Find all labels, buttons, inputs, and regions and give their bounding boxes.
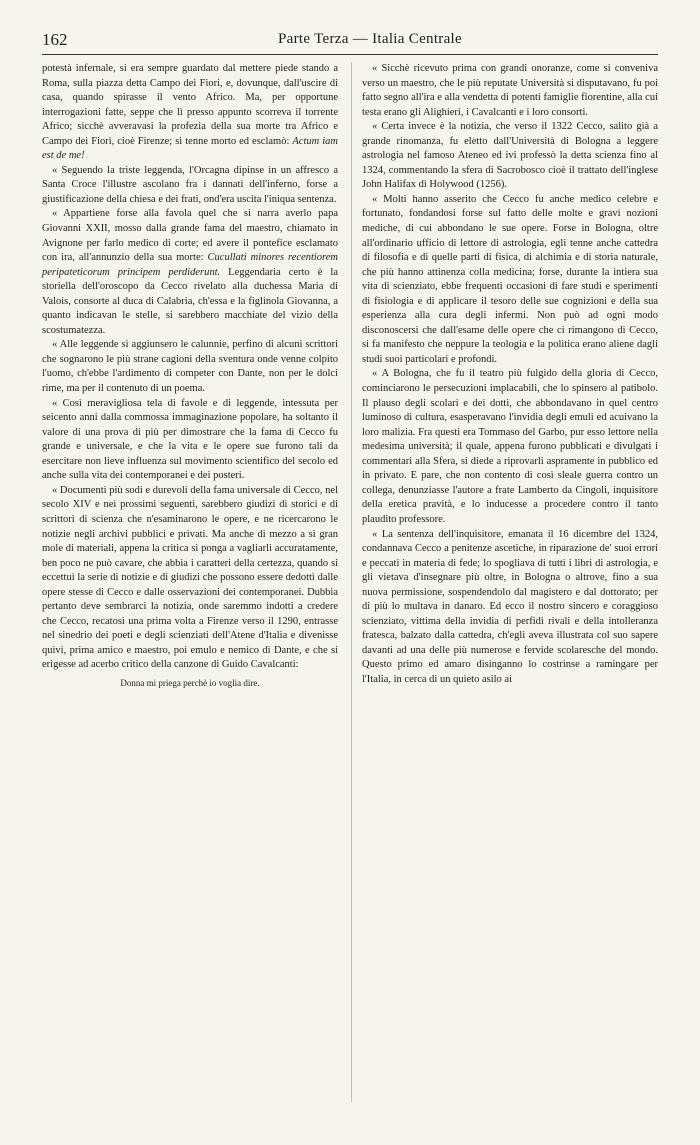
paragraph: « Molti hanno asserito che Cecco fu anche medico celebre e fortunato, fondandosi forse sul fatto delle molte e gravi nozioni mediche, di cui abbondano le sue opere. Forse in Bologna, oltre all'ordinario ufficio di lettore di astrologia, egli tenne anche cattedra di filosofia e di quelle parti di fisica, di alchimia e di storia naturale, che più hanno attinenza colla medicina; forse, durante la intiera sua vita di scienziato, ebbe frequenti occasioni di fare studi e sperimenti di fisiologia e di applicare il tesoro delle sue cognizioni e della sua esperienza alla cura degli infermi. Non può ad ogni modo disconoscersi che dall'esame delle opere che ci rimangono di Cecco, si fa manifesto che neppure la teologia e la politica erano aliene dagli studi suoi particolari e profondi. (362, 193, 658, 365)
verse-quote: Donna mi priega perchè io voglia dire. (120, 677, 260, 688)
paragraph: « Sicchè ricevuto prima con grandi onoranze, come si conveniva verso un maestro, che le più reputate Università si disputavano, fu poi fatto segno all'ira e alla vendetta di potenti famiglie fiorentine, alla cui testa erano gli Alighieri, i Cavalcanti e i loro consorti. (362, 63, 658, 118)
paragraph-text: Leggendaria certo è la storiella dell'oroscopo da Cecco rivelato alla duchessa Maria di Valois, consorte al duca di Calabria, ch'essa e la figlinola Giovanna, a quanto indicavan le stelle, si sarebbero macchiate del vizio della scostumatezza. (42, 266, 338, 336)
paragraph: « A Bologna, che fu il teatro più fulgido della gloria di Cecco, cominciarono le persecuzioni implacabili, che lo spinsero al patibolo. Il plauso degli scolari e dei dotti, che abbondavano in quel centro luminoso di cultura, esasperavano l'invidia degli emuli ed acuivano la loro malizia. Fra questi era Tommaso del Garbo, pur esso lettore nella medesima università; il quale, appena furono pubblicati e divulgati i commentari alla Sfera, si diede a riprovarli aspramente in pubblico ed in privato. E pare, che non contento di così sleale guerra contro un collega, denunziasse l'autore a frate Lamberto da Cingoli, inquisitore della eretica pravità, e lo inducesse a procedere contro il tanto plaudito professore. (362, 368, 658, 525)
right-column (362, 62, 658, 1102)
left-column (42, 62, 338, 1102)
paragraph: « La sentenza dell'inquisitore, emanata il 16 dicembre del 1324, condannava Cecco a penitenze ascetiche, in riparazione de' suoi errori e peccati in materia di fede; lo spogliava di tutti i libri di astrologia, e gli vietava d'insegnare più oltre, in Bologna o altrove, fino a sua nuova permissione, sospendendolo dal magistero e dal dottorato; per di più lo multava in danaro. Ed ecco il nostro sincero e coraggioso scienziato, vittima della invidia di perfidi rivali e della intolleranza fratesca, balzato dalla cattedra, ch'egli aveva illustrata col suo sapere davanti ad una delle più numerose e fervide scolaresche del mondo. Questo primo ed amaro disinganno lo costrinse a ramingare per l'Italia, in cerca di un quieto asilo ai (362, 528, 658, 685)
running-head: Parte Terza — Italia Centrale (278, 31, 462, 47)
paragraph-text: « Appartiene forse alla favola quel che si narra averlo papa Giovanni XXII, mosso dalla grande fama del maestro, chiamato in Avignone per farlo medico di corte; ed avere il pontefice esclamato con ira, all'annunzio della sua morte: (42, 208, 338, 264)
paragraph: « Seguendo la triste leggenda, l'Orcagna dipinse in un affresco a Santa Croce l'illustre ascolano fra i dannati dell'inferno, forse a giustificazione della chiesa e dei frati, ond'era uscita l'iniqua sentenza. (42, 164, 338, 205)
paragraph: « Così meravigliosa tela di favole e di leggende, intessuta per seicento anni dalla commossa immaginazione popolare, ha soltanto il valore di una prova di più per dimostrare che la fama di Cecco fu grande e universale, e che la vita e le opere sue furono tali da esercitare non lieve influenza sul movimento scientifico del secolo ed anche sulla vita dei contemporanei e dei posteri. (42, 397, 338, 482)
column-divider (351, 62, 352, 1102)
page-header (42, 30, 658, 55)
latin-quote: Actum iam est de me! (42, 135, 338, 162)
paragraph (42, 62, 338, 164)
paragraph-text: potestà infernale, si era sempre guardato dal mettere piede stando a Roma, sulla piazza detta Campo dei Fiori, e, dovunque, dall'uscire di casa, quando spirasse il vento Africo. Ma, per opportune interrogazioni fatte, seppe che lì presso appunto scorreva il torrente Africo; sicchè avveravasi la profezia della sua morte tra Africo e Campo dei Fiori, cioè Firenze; si tenne morto ed esclamò: (42, 63, 338, 147)
paragraph: « Alle leggende si aggiunsero le calunnie, perfino di alcuni scrittori che sognarono le più strane cagioni della sventura onde venne colpito l'uomo, ch'ebbe l'ardimento di competer con Dante, non per le dolci rime, ma per il contenuto di un poema. (42, 339, 338, 395)
text-columns (42, 62, 658, 1102)
paragraph: « Certa invece è la notizia, che verso il 1322 Cecco, salito già a grande rinomanza, fu eletto dall'Università di Bologna a leggere astrologia nel famoso Ateneo ed ivi professò la detta scienza fino al 1324, commentando la sfera di Sacrobosco cioè il trattato dell'inglese John Halifax di Holywood (1256). (362, 121, 658, 191)
paragraph: « Documenti più sodi e durevoli della fama universale di Cecco, nel secolo XIV e nei prossimi seguenti, sarebbero giudizi di storici e di scrittori di scienza che n'esaminarono le opere, e ne ricercarono le notizie negli archivi pubblici e privati. Ma anche di mezzo a sì gran mole di materiali, appena la critica si ponga a vagliarli accuratamente, ben poco ne può cavare, che abbia i caratteri della certezza, quando si eccettui la serie di notizie e di giudizi che possono essere dedotti dalle opere stesse di Cecco e dalle osservazioni dei contemporanei. Dubbia pertanto deve sembrarci la notizia, onde saremmo indotti a credere che Cecco, recatosi una prima volta a Firenze verso il 1290, entrasse nel sinedrio dei poeti e degli scienziati dell'Atene d'Italia e divenisse quivi, prima amico e maestro, poi emulo e nemico di Dante, e che si erigesse ad acerbo critico della canzone di Guido Cavalcanti: (42, 484, 338, 671)
paragraph (42, 207, 338, 338)
latin-quote: Cucullati minores recentiorem peripateticorum principem perdiderunt. (42, 252, 339, 278)
page-number: 162 (42, 30, 68, 49)
